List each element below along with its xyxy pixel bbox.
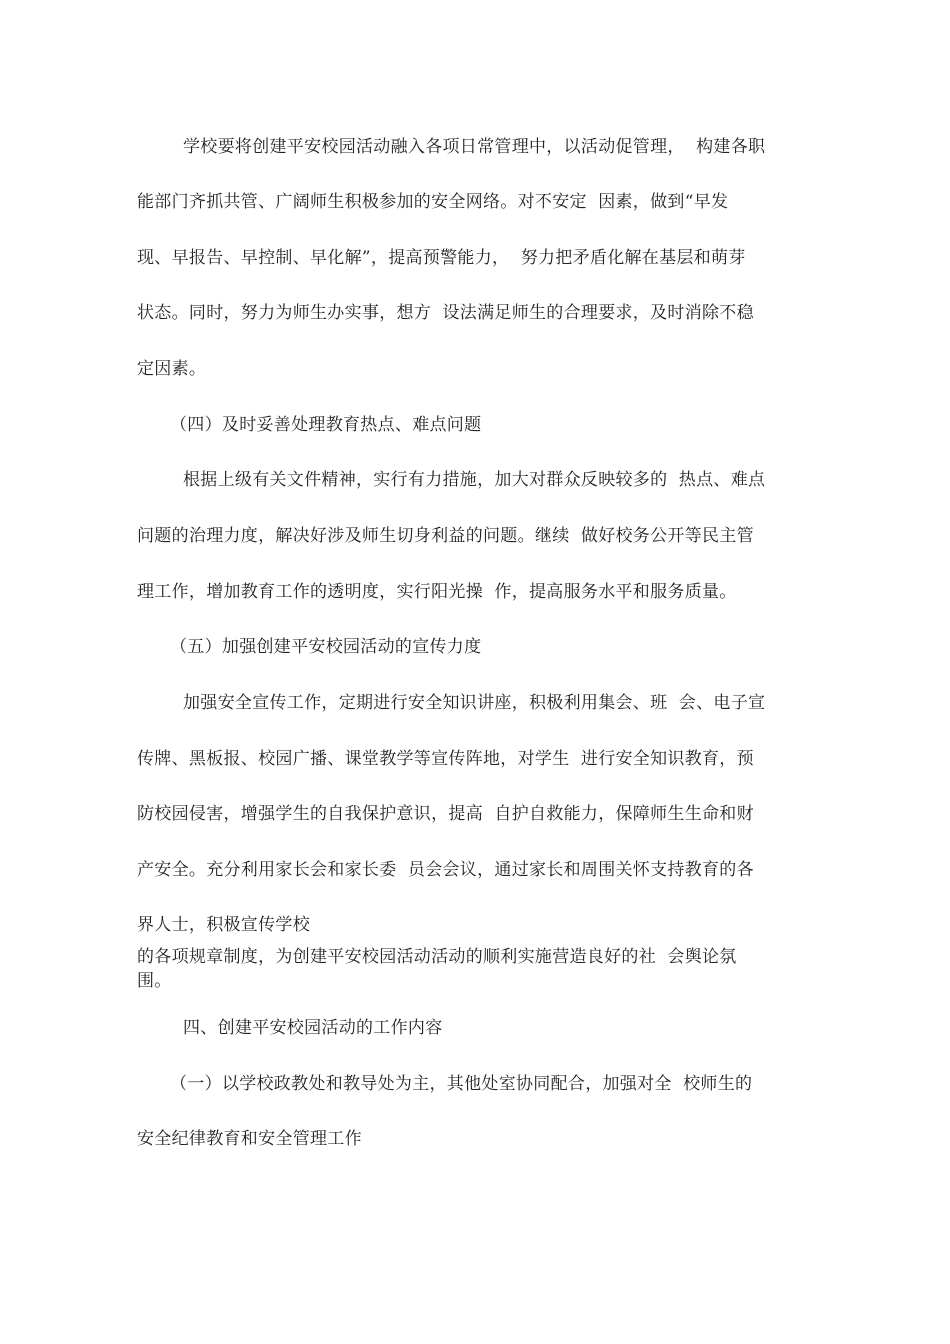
text-line: 根据上级有关文件精神，实行有力措施，加大对群众反映较多的 热点、难点 bbox=[183, 470, 766, 490]
text-line: 状态。同时，努力为师生办实事，想方 设法满足师生的合理要求，及时消除不稳 bbox=[137, 303, 754, 323]
text-line: 安全纪律教育和安全管理工作 bbox=[137, 1129, 362, 1149]
text-line: 能部门齐抓共管、广阔师生积极参加的安全网络。对不安定 因素，做到“早发 bbox=[137, 192, 729, 212]
text-line: 加强安全宣传工作，定期进行安全知识讲座，积极利用集会、班 会、电子宣 bbox=[183, 693, 766, 713]
section-heading: （五）加强创建平安校园活动的宣传力度 bbox=[170, 637, 482, 657]
text-line: 防校园侵害，增强学生的自我保护意识，提高 自护自救能力，保障师生生命和财 bbox=[137, 804, 754, 824]
text-line: 定因素。 bbox=[137, 359, 207, 379]
text-line: 产安全。充分利用家长会和家长委 员会会议，通过家长和周围关怀支持教育的各 bbox=[137, 860, 754, 880]
section-heading: 四、创建平安校园活动的工作内容 bbox=[183, 1018, 443, 1038]
text-line: 问题的治理力度，解决好涉及师生切身利益的问题。继续 做好校务公开等民主管 bbox=[137, 526, 754, 546]
text-line: 现、早报告、早控制、早化解”，提高预警能力， 努力把矛盾化解在基层和萌芽 bbox=[137, 248, 746, 268]
text-line: 的各项规章制度，为创建平安校园活动活动的顺利实施营造良好的社 会舆论氛 bbox=[137, 947, 737, 967]
text-line: 界人士，积极宣传学校 bbox=[137, 915, 310, 935]
text-line: 传牌、黑板报、校园广播、课堂教学等宣传阵地，对学生 进行安全知识教育，预 bbox=[137, 749, 754, 769]
text-line: 围。 bbox=[137, 971, 172, 991]
section-heading: （四）及时妥善处理教育热点、难点问题 bbox=[170, 415, 482, 435]
text-line: （一）以学校政教处和教导处为主，其他处室协同配合，加强对全 校师生的 bbox=[170, 1074, 753, 1094]
text-line: 理工作，增加教育工作的透明度，实行阳光操 作，提高服务水平和服务质量。 bbox=[137, 582, 737, 602]
text-line: 学校要将创建平安校园活动融入各项日常管理中，以活动促管理， 构建各职 bbox=[183, 137, 766, 157]
